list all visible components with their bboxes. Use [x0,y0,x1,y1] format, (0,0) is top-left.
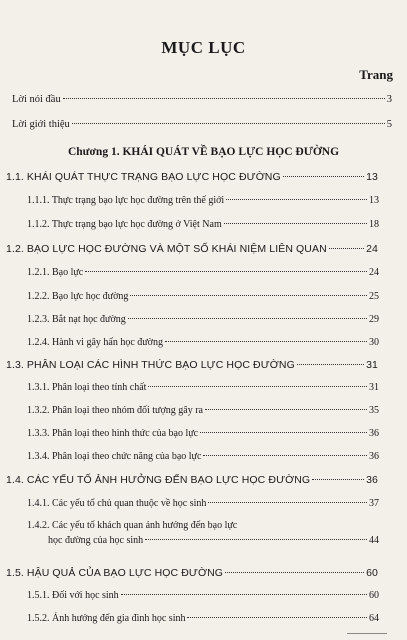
toc-subsection-1-5-1[interactable]: 1.5.1. Đối với học sinh 60 [27,590,379,601]
toc-subsection-1-3-2[interactable]: 1.3.2. Phân loại theo nhóm đối tượng gây ra 35 [27,405,379,416]
toc-section-1-2[interactable]: 1.2. BẠO LỰC HỌC ĐƯỜNG VÀ MỘT SỐ KHÁI NIỆM LIÊN QUAN 24 [6,243,378,255]
footer-rule [347,633,387,634]
toc-subsection-1-2-3[interactable]: 1.2.3. Bắt nạt học đường 29 [27,314,379,325]
toc-subsection-1-1-2[interactable]: 1.1.2. Thực trạng bạo lực học đường ở Việt Nam 18 [27,219,379,230]
leader-dots [63,98,385,99]
toc-subsection-1-4-1[interactable]: 1.4.1. Các yếu tố chủ quan thuộc về học sinh 37 [27,498,379,509]
toc-subsection-1-3-1[interactable]: 1.3.1. Phân loại theo tính chất 31 [27,382,379,393]
toc-subsection-1-1-1[interactable]: 1.1.1. Thực trạng bạo lực học đường trên thế giới 13 [27,195,379,206]
toc-section-1-3[interactable]: 1.3. PHÂN LOẠI CÁC HÌNH THỨC BẠO LỰC HỌC ĐƯỜNG 31 [6,359,378,371]
toc-subsection-1-2-4[interactable]: 1.2.4. Hành vi gây hấn học đường 30 [27,337,379,348]
chapter-heading: Chương 1. KHÁI QUÁT VỀ BẠO LỰC HỌC ĐƯỜNG [67,146,340,158]
toc-subsection-1-2-2[interactable]: 1.2.2. Bạo lực học đường 25 [27,291,379,302]
toc-section-1-4[interactable]: 1.4. CÁC YẾU TỐ ẢNH HƯỞNG ĐẾN BẠO LỰC HỌC ĐƯỜNG 36 [6,474,378,486]
toc-subsection-1-3-4[interactable]: 1.3.4. Phân loại theo chức năng của bạo lực 36 [27,451,379,462]
toc-entry-introduction[interactable]: Lời giới thiệu 5 [12,119,392,130]
toc-entry-preface[interactable]: Lời nói đầu 3 [12,94,392,105]
toc-section-1-5[interactable]: 1.5. HẬU QUẢ CỦA BẠO LỰC HỌC ĐƯỜNG 60 [6,567,378,579]
toc-subsection-1-5-2[interactable]: 1.5.2. Ảnh hưởng đến gia đình học sinh 64 [27,613,379,624]
toc-section-1-1[interactable]: 1.1. KHÁI QUÁT THỰC TRẠNG BẠO LỰC HỌC ĐƯỜNG 13 [6,171,378,183]
leader-dots [72,123,385,124]
toc-subsection-1-3-3[interactable]: 1.3.3. Phân loại theo hình thức của bạo lực 36 [27,428,379,439]
toc-subsection-1-4-2[interactable]: 1.4.2. Các yếu tố khách quan ảnh hưởng đến bạo lực học đường của học sinh 44 [27,520,379,546]
toc-subsection-1-2-1[interactable]: 1.2.1. Bạo lực 24 [27,267,379,278]
toc-title: MỤC LỤC [161,38,246,57]
page-column-header: Trang [359,67,393,82]
